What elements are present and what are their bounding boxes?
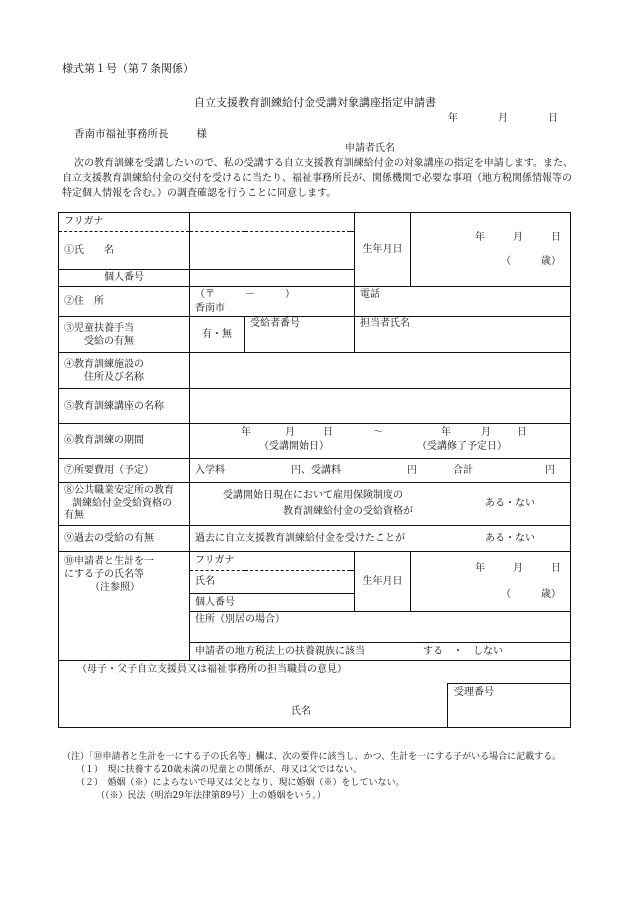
facility-label-line2: 住所及び名称 <box>84 371 144 383</box>
birth-date-field[interactable] <box>411 213 571 287</box>
furigana-label: フリガナ <box>59 213 190 232</box>
child-label-line2: にする子の氏名等 <box>64 569 144 580</box>
start-month-unit: 月 <box>285 427 295 438</box>
form-title: 自立支援教育訓練給付金受講対象講座指定申請書 <box>194 96 436 109</box>
employment-question-line1: 受講開始日現在において雇用保険制度の <box>223 490 403 501</box>
phone-label: 電話 <box>360 289 381 300</box>
address-label: ②住 所 <box>59 287 190 317</box>
note-item-2: （２） 婚姻（※）によらないで母又は父となり、現に婚姻（※）をしていない。 <box>76 778 405 788</box>
birth-day-unit: 日 <box>551 232 562 243</box>
admission-fee-label: 入学料 <box>195 464 225 476</box>
allowance-label-line1: ③児童扶養手当 <box>64 322 134 334</box>
end-month-unit: 月 <box>481 427 491 438</box>
period-label: ⑥教育訓練の期間 <box>59 424 190 459</box>
child-individual-number-label: 個人番号 <box>195 596 235 608</box>
note-item-1: （１） 現に扶養する20歳未満の児童との関係が、母又は父ではない。 <box>76 765 362 775</box>
employment-benefit-field[interactable] <box>190 483 571 526</box>
individual-number-label: 個人番号 <box>59 270 190 287</box>
individual-number-field[interactable] <box>190 270 355 287</box>
allowance-label-line2: 受給の有無 <box>84 335 134 347</box>
allowance-yes-no[interactable]: 有・無 <box>190 317 245 353</box>
furigana-field[interactable] <box>190 213 355 232</box>
addressee-honorific: 様 <box>196 128 207 140</box>
past-receipt-field[interactable] <box>190 526 571 552</box>
employment-label-line1: ⑧公共職業安定所の教育 <box>64 485 174 497</box>
opinion-name-label: 氏名 <box>291 706 311 717</box>
address-city: 香南市 <box>195 302 225 314</box>
facility-label <box>59 353 190 389</box>
employment-aru-nai[interactable]: ある・ない <box>485 498 535 509</box>
date-day-label: 日 <box>548 113 558 124</box>
child-info-label <box>59 552 190 661</box>
dependent-field[interactable] <box>190 643 571 661</box>
birth-month-unit: 月 <box>513 232 524 243</box>
note-main: （注）「⑩申請者と生計を一にする子の氏名等」欄は、次の要件に該当し、かつ、生計を一にする子がいる場合に記載する。 <box>62 752 562 762</box>
child-label-line3: （注参照） <box>90 582 140 593</box>
start-year-unit: 年 <box>241 427 251 438</box>
total-yen-unit: 円 <box>545 464 555 476</box>
opinion-label: （母子・父子自立支援員又は福祉事務所の担当職員の意見） <box>77 664 347 675</box>
notes-section <box>62 751 574 803</box>
addressee-name: 香南市福祉事務所長 <box>74 128 169 140</box>
child-age-unit: （ 歳） <box>501 588 562 600</box>
dependent-suru-shinai[interactable]: する ・ しない <box>423 645 503 657</box>
course-name-field[interactable] <box>190 389 571 424</box>
employment-question-line2: 教育訓練給付金の受給資格が <box>283 506 413 517</box>
employment-benefit-label <box>59 483 190 526</box>
recipient-number-field[interactable] <box>245 317 355 353</box>
application-date <box>448 112 558 126</box>
period-tilde: ～ <box>373 427 383 438</box>
reception-number-label: 受理番号 <box>454 687 494 698</box>
allowance-label <box>59 317 190 353</box>
child-name-label: 氏名 <box>195 576 215 588</box>
dependent-question: 申請者の地方税法上の扶養親族に該当 <box>195 645 365 657</box>
child-individual-number-field[interactable] <box>190 594 355 612</box>
name-field[interactable] <box>190 232 355 270</box>
facility-field[interactable] <box>190 353 571 389</box>
period-field[interactable] <box>190 424 571 459</box>
reception-number-box[interactable] <box>447 683 571 727</box>
facility-label-line1: ④教育訓練施設の <box>64 358 144 370</box>
start-date-note: （受講開始日） <box>259 441 329 452</box>
opinion-field[interactable] <box>59 661 571 728</box>
child-birth-date-field[interactable] <box>411 552 571 612</box>
child-birth-day-unit: 日 <box>551 563 562 574</box>
child-furigana-label: フリガナ <box>195 555 235 567</box>
staff-name-field[interactable] <box>355 317 571 353</box>
address-field[interactable] <box>190 287 355 317</box>
employment-label-line2: 訓練給付金受給資格の <box>72 497 172 509</box>
form-number: 様式第１号（第７条関係） <box>62 62 194 75</box>
tuition-fee-label: 円、受講料 <box>291 464 341 476</box>
note-item-3: （（※）民法（明治29年法律第89号）上の婚姻をいう。） <box>96 791 326 801</box>
child-address-label: 住所（別居の場合） <box>195 614 285 625</box>
past-receipt-label: ⑨過去の受給の有無 <box>59 526 190 552</box>
staff-name-label: 担当者氏名 <box>360 318 411 329</box>
birth-year-unit: 年 <box>475 232 486 243</box>
addressee <box>74 127 207 141</box>
course-name-label: ⑤教育訓練講座の名称 <box>59 389 190 424</box>
total-label: 合計 <box>453 464 473 476</box>
applicant-name-label: 申請者氏名 <box>345 143 395 154</box>
intro-paragraph: 次の教育訓練を受講したいので、私の受講する自立支援教育訓練給付金の対象講座の指定を申請します。また、自立支援教育訓練給付金の交付を受けるに当たり、福祉事務所長が、関係機関で必要な事項（地方税関係情報等の特定個人情報を含む。）の調査確認を行うことに同意します。 <box>62 158 573 199</box>
child-label-line1: ⑩申請者と生計を一 <box>64 556 154 567</box>
child-address-field[interactable] <box>190 612 571 643</box>
child-birth-date-label: 生年月日 <box>355 552 411 612</box>
age-unit: （ 歳） <box>501 255 562 267</box>
end-year-unit: 年 <box>441 427 451 438</box>
past-receipt-aru-nai[interactable]: ある・ない <box>485 532 535 544</box>
child-birth-month-unit: 月 <box>513 563 524 574</box>
child-name-field[interactable] <box>190 571 355 594</box>
child-furigana-field[interactable] <box>190 552 355 571</box>
name-label: ①氏 名 <box>59 232 190 270</box>
cost-label: ⑦所要費用（予定） <box>59 459 190 483</box>
date-month-label: 月 <box>498 113 508 124</box>
phone-field[interactable] <box>355 287 571 317</box>
cost-field[interactable] <box>190 459 571 483</box>
child-birth-year-unit: 年 <box>475 563 486 574</box>
postal-code: （〒 － ） <box>195 289 295 300</box>
end-date-note: （受講修了予定日） <box>417 441 507 452</box>
start-day-unit: 日 <box>323 427 333 438</box>
end-day-unit: 日 <box>517 427 527 438</box>
birth-date-label: 生年月日 <box>355 213 411 287</box>
tuition-yen-unit: 円 <box>407 464 417 476</box>
application-form-table <box>58 212 571 728</box>
recipient-number-label: 受給者番号 <box>250 318 300 329</box>
employment-label-line3: 有無 <box>64 510 84 522</box>
date-year-label: 年 <box>448 113 458 124</box>
past-receipt-question: 過去に自立支援教育訓練給付金を受けたことが <box>195 532 405 544</box>
